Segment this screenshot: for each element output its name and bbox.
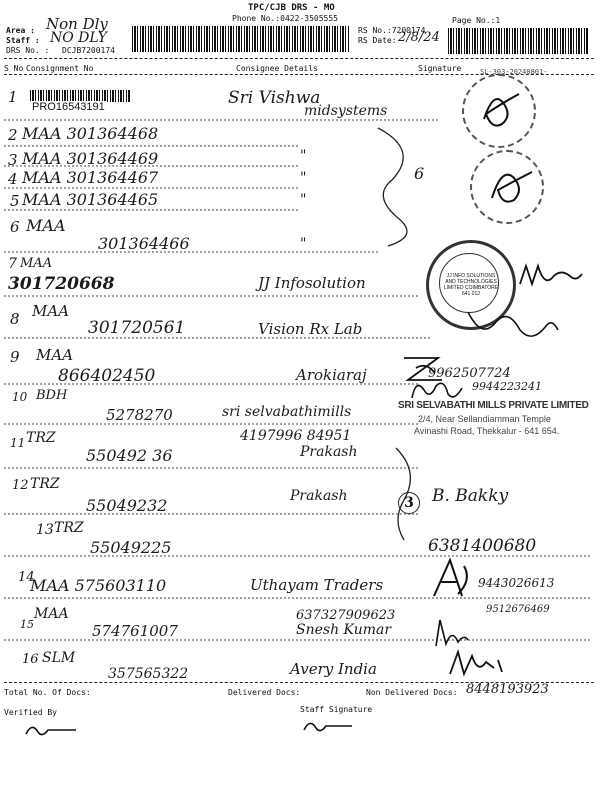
row-16-consignee: Avery India — [290, 660, 377, 678]
drs-barcode — [132, 26, 350, 52]
row-11-prefix: TRZ — [26, 430, 56, 446]
row-13-prefix: TRZ — [54, 520, 84, 536]
col-signature: Signature — [418, 64, 462, 73]
row-13-phone: 6381400680 — [428, 536, 537, 556]
row-15-prefix: MAA — [34, 606, 69, 622]
rs-date-label: RS Date: — [358, 36, 397, 45]
row-15-consignment: 574761007 — [92, 622, 178, 640]
area-value: Non Dly — [46, 15, 108, 33]
signature-row-7 — [516, 260, 586, 296]
row-8-prefix: MAA — [32, 302, 70, 320]
rs-barcode — [448, 28, 588, 54]
row-15-consignee: Snesh Kumar — [296, 622, 392, 638]
row-15-phone2: 9512676469 — [486, 604, 550, 615]
row-5-consignment: MAA 301364465 — [22, 190, 159, 209]
drs-no-label: DRS No. : — [6, 46, 50, 55]
non-delivered-docs-label: Non Delivered Docs: — [366, 688, 458, 697]
row-9-phone: 9962507724 — [428, 366, 511, 381]
row-3-sno: 3 — [8, 151, 18, 169]
row-14-sno: 14 — [18, 570, 35, 585]
row-16-consignment: 357565322 — [108, 666, 189, 682]
verified-signature — [22, 720, 82, 742]
col-consignment: Consignment No — [26, 64, 94, 73]
row-5-consignee: " — [300, 192, 307, 208]
non-delivered-docs-value: 8448193923 — [466, 682, 549, 697]
row-13-consignment: 55049225 — [90, 538, 172, 557]
selva-stamp-line1: SRI SELVABATHI MILLS PRIVATE LIMITED — [398, 400, 589, 411]
row-4-sno: 4 — [8, 170, 18, 188]
page-number: Page No.:1 — [452, 16, 501, 25]
row-16-sno: 16 — [22, 652, 39, 667]
jj-stamp-text: JJ INFO SOLUTIONS AND TECHNOLOGIES LIMITED COIMBATORE 641 012 — [443, 273, 499, 297]
row-9-consignment: 866402450 — [58, 366, 156, 386]
row-6-consignee: " — [300, 236, 307, 252]
row-10-sno: 10 — [12, 390, 28, 404]
row-2-consignment: MAA 301364468 — [22, 124, 159, 143]
row-4-consignee: " — [300, 170, 307, 186]
row-9-prefix: MAA — [36, 346, 74, 364]
circled-mark: 3 — [398, 492, 420, 514]
phone-number: Phone No.:0422-3505555 — [232, 14, 338, 23]
total-docs-label: Total No. Of Docs: — [4, 688, 91, 697]
row-5-sno: 5 — [10, 192, 20, 210]
row-12-consignment: 55049232 — [86, 496, 168, 515]
row-14-phone: 9443026613 — [478, 576, 555, 590]
row-3-consignment: MAA 301364469 — [22, 149, 159, 168]
row-8-sno: 8 — [10, 310, 20, 328]
row-6-consignment: 301364466 — [98, 234, 190, 253]
row-13-sno: 13 — [36, 522, 54, 538]
row-1-sno: 1 — [8, 88, 18, 106]
row-14-consignment: MAA 575603110 — [30, 576, 167, 595]
area-label: Area : — [6, 26, 35, 35]
row-4-consignment: MAA 301364467 — [22, 168, 159, 187]
row-9-consignee: Arokiaraj — [296, 366, 367, 384]
col-consignee: Consignee Details — [236, 64, 318, 73]
row-12-note: B. Bakky — [432, 486, 509, 506]
selva-stamp-line2: 2/4, Near Sellandiamman Temple — [418, 414, 551, 424]
rs-no: RS No.:7200174 — [358, 26, 426, 35]
staff-label: Staff : — [6, 36, 40, 45]
signature-row-1 — [474, 84, 534, 134]
signature-row-16 — [446, 646, 506, 680]
row-7-sno: 7 — [8, 256, 17, 272]
drs-no-value: DCJB7200174 — [62, 46, 115, 55]
row-10-consignment: 5278270 — [106, 406, 173, 424]
signature-row-14 — [428, 556, 476, 604]
row-6-sno: 6 — [10, 218, 20, 236]
col-sno: S No — [4, 64, 24, 73]
row-1-consignee: Sri Vishwa — [228, 88, 321, 108]
top-stamp-text: SL-303-20240801- — [480, 68, 548, 76]
staff-signature — [300, 716, 360, 738]
row-12-prefix: TRZ — [30, 476, 60, 492]
header-divider — [4, 58, 594, 59]
rs-date-value: 2/8/24 — [398, 30, 440, 45]
row-10-consignee: sri selvabathimills — [222, 404, 352, 420]
row-10-prefix: BDH — [36, 388, 68, 403]
row-16-prefix: SLM — [42, 650, 76, 666]
delivered-docs-label: Delivered Docs: — [228, 688, 301, 697]
selva-stamp-line3: Avinashi Road, Thekkalur - 641 654. — [414, 426, 560, 436]
row-9-sno: 9 — [10, 348, 20, 366]
row-14-consignee: Uthayam Traders — [250, 576, 384, 594]
row-8-consignee: Vision Rx Lab — [258, 320, 363, 338]
doc-title: TPC/CJB DRS - MO — [248, 3, 335, 13]
row-15-sno: 15 — [20, 618, 34, 631]
row-1-consignee-line2: midsystems — [304, 103, 388, 119]
row-8-consignment: 301720561 — [88, 318, 186, 338]
verified-by-label: Verified By — [4, 708, 57, 717]
signature-row-8 — [462, 300, 562, 350]
row-7-consignee: JJ Infosolution — [258, 274, 366, 292]
row-11-consignee: Prakash — [300, 444, 358, 460]
row-12-consignee: Prakash — [290, 488, 348, 504]
row-3-consignee: " — [300, 148, 307, 164]
row-11-sno: 11 — [10, 436, 26, 450]
row-11-consignment: 550492 36 — [86, 446, 173, 465]
row-11-phone: 4197996 84951 — [240, 428, 352, 444]
staff-value: NO DLY — [50, 30, 108, 46]
row-6-prefix: MAA — [26, 216, 66, 235]
bracket-mark: 6 — [414, 164, 425, 183]
row-10-phone: 9944223241 — [472, 380, 542, 393]
row-2-sno: 2 — [8, 126, 18, 144]
row-7-consignment: 301720668 — [8, 274, 115, 294]
row-12-sno: 12 — [12, 478, 29, 493]
staff-signature-label: Staff Signature — [300, 705, 373, 714]
row-7-prefix: MAA — [20, 256, 53, 271]
row-1-consignment: PRO16543191 — [32, 101, 105, 113]
signature-row-5 — [484, 160, 544, 210]
row-15-phone: 637327909623 — [296, 608, 396, 623]
